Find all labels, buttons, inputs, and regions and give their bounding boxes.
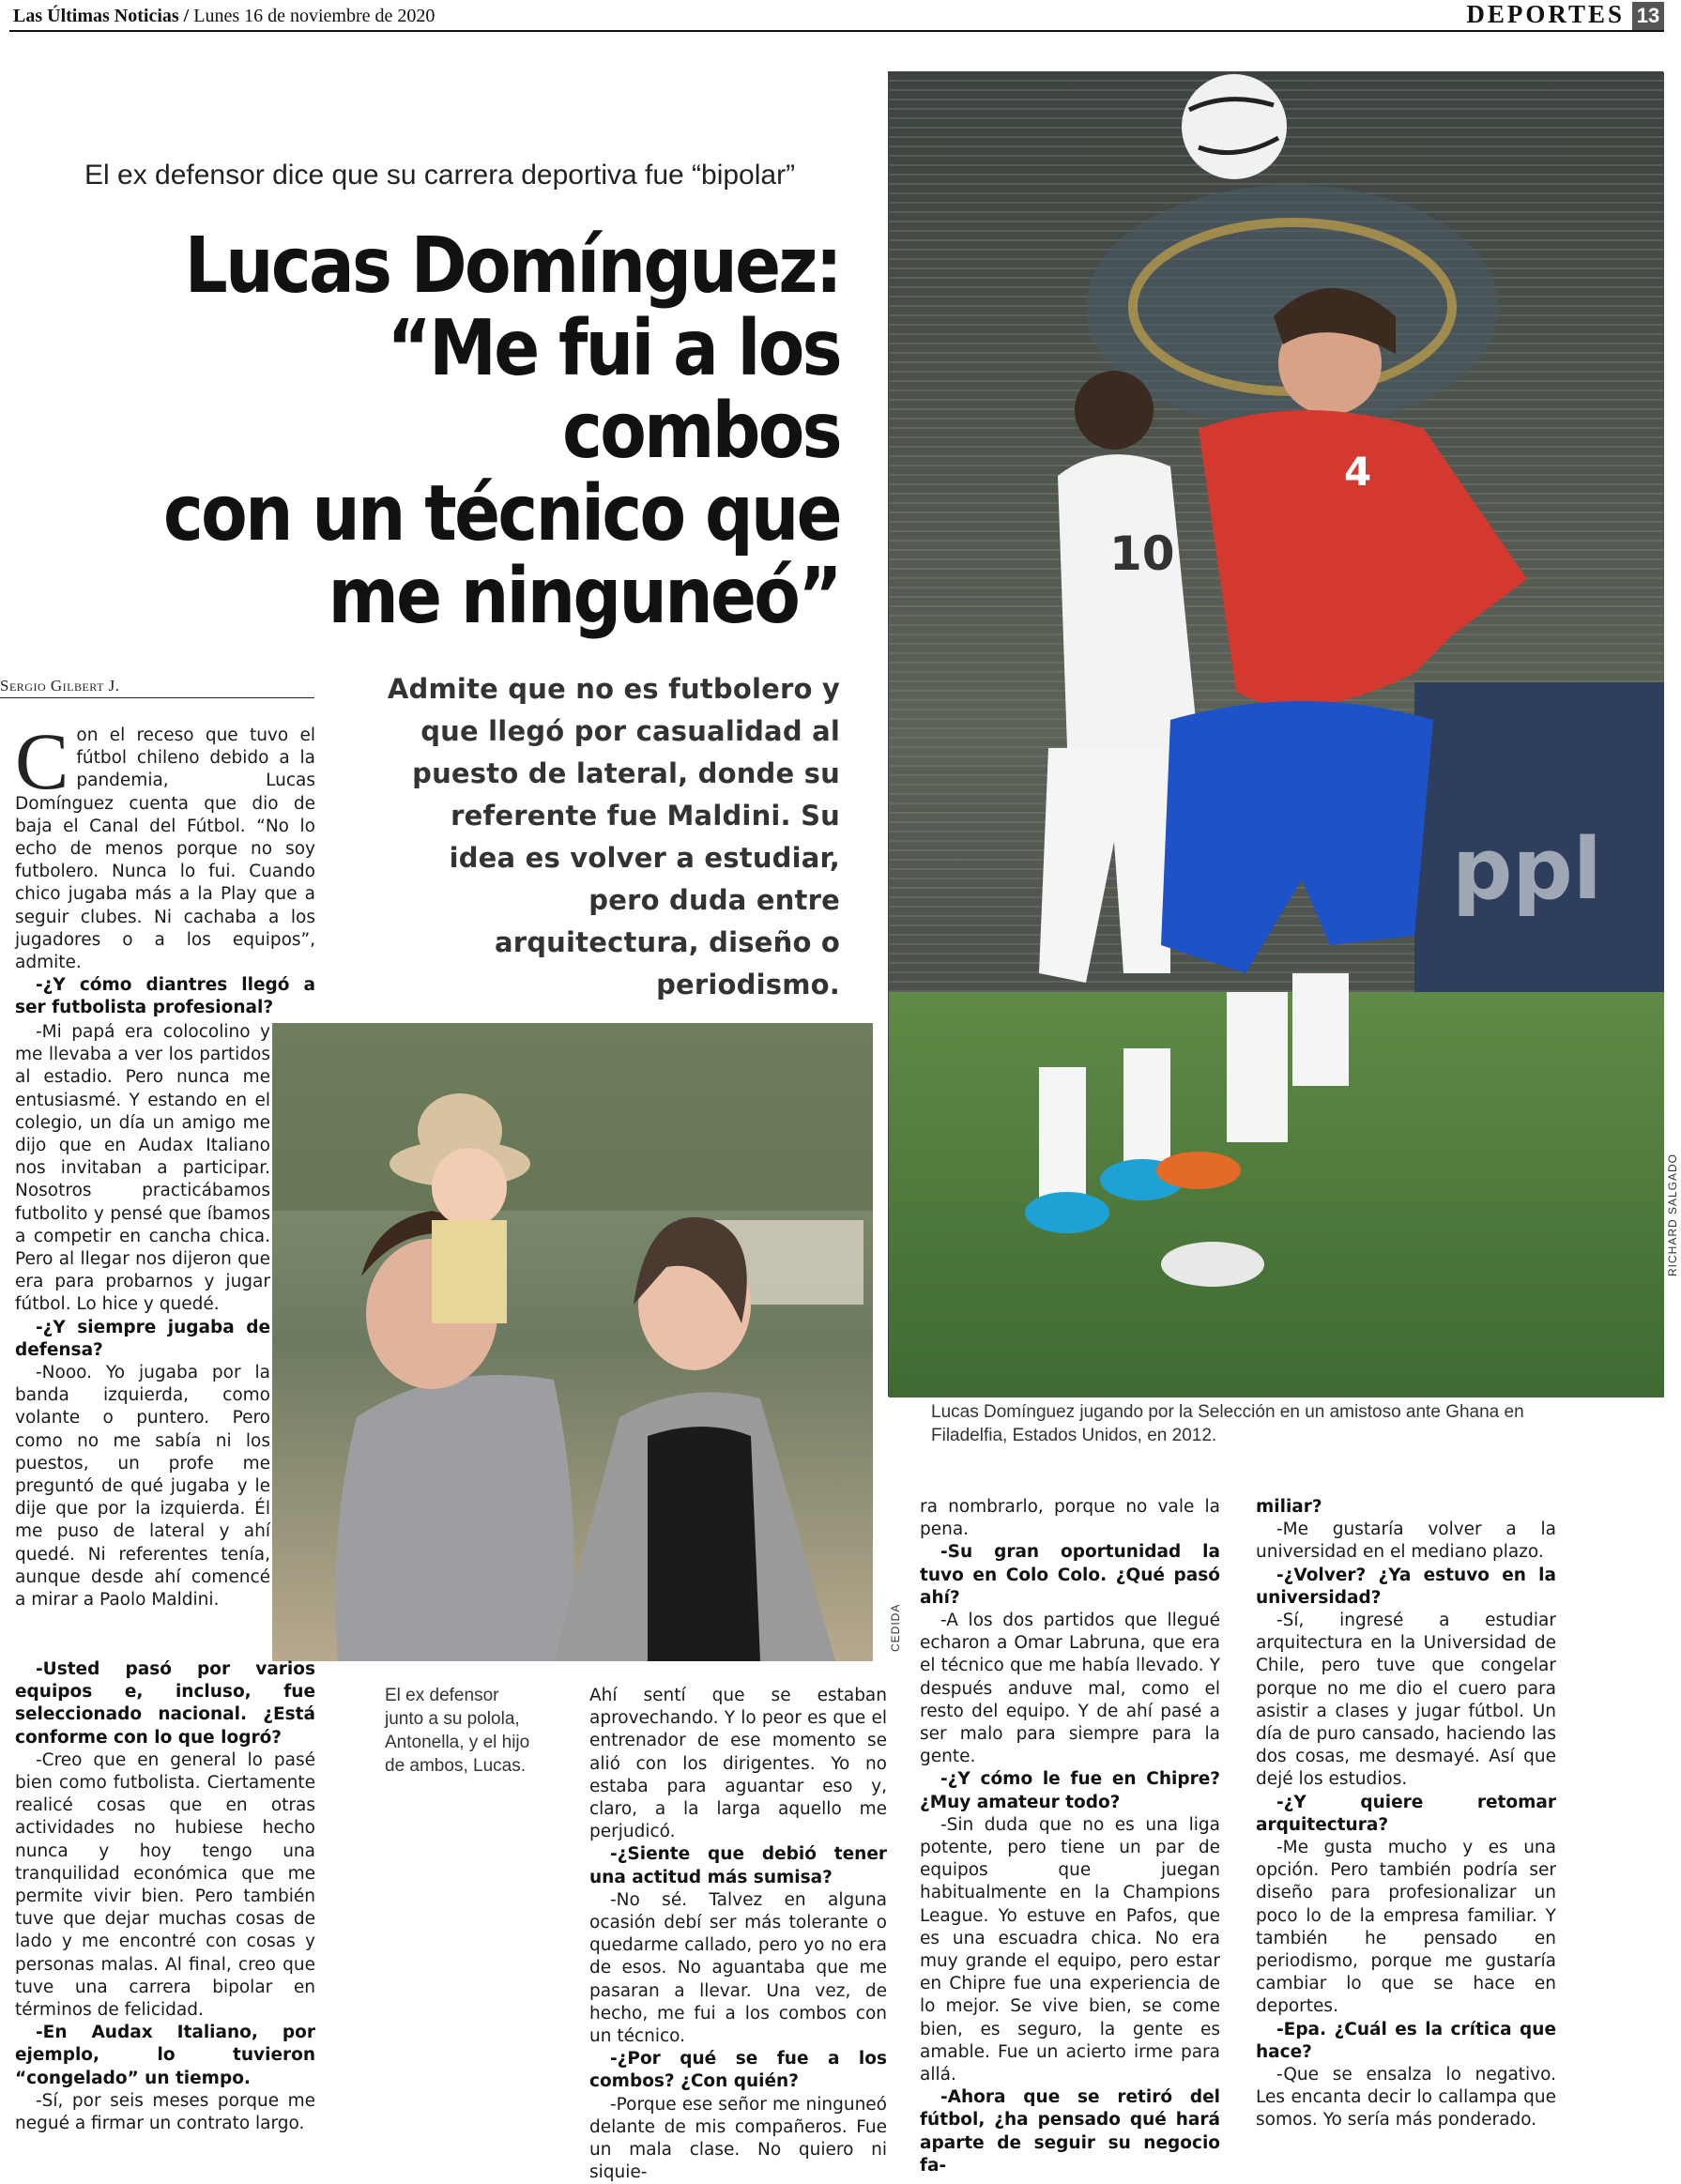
question: -Usted pasó por varios equipos e, incluso, fue seleccionado nacional. ¿Está conforme con lo que logró? <box>15 1659 315 1748</box>
answer: -Porque ese señor me ninguneó delante de mis compañeros. Fue un mala clase. No quiero ni siquie- <box>589 2094 887 2183</box>
family-photo-credit: CEDIDA <box>889 1603 902 1652</box>
column-1-bottom <box>15 1658 315 2135</box>
main-photo <box>888 71 1663 1397</box>
headline-line: me ninguneó” <box>328 552 840 641</box>
masthead <box>13 6 435 27</box>
question: -¿Y cómo le fue en Chipre? ¿Muy amateur todo? <box>920 1769 1220 1812</box>
family-photo-illustration <box>272 1023 873 1661</box>
question: -¿Siente que debió tener una actitud más sumisa? <box>589 1844 887 1887</box>
article-kicker: El ex defensor dice que su carrera deportiva fue “bipolar” <box>84 160 796 191</box>
paper-name: Las Últimas Noticias <box>13 6 179 26</box>
stadium-sign-text: ppl <box>1452 820 1602 919</box>
column-1-middle <box>15 1021 270 1611</box>
answer: -Sin duda que no es una liga potente, pero tiene un par de equipos que juegan habitualmente en la Champions League. Yo estuve en Pafos, que es una escuadra chica. No era muy grande el equipo, pero estar en Chipre fue una experiencia de lo mejor. Se vive bien, se come bien, es seguro, la gente es amable. Fue un acierto irme para allá. <box>920 1814 1220 2085</box>
paragraph-text: on el receso que tuvo el fútbol chileno debido a la pandemia, Lucas Domínguez cuenta que dio de baja el Canal del Fútbol. “No lo echo de menos porque no soy futbolero. Nunca lo fui. Cuando chico jugaba más a la Play que a seguir clubes. Ni cachaba a los jugadores o a los equipos”, admite. <box>15 725 315 973</box>
answer: Ahí sentí que se estaban aprovechando. Y lo peor es que el entrenador de ese momento se alió con los dirigentes. Yo no estaba para aguantar eso y, claro, a la larga aquello me perjudicó. <box>589 1686 887 1842</box>
main-photo-credit: RICHARD SALGADO <box>1666 1153 1679 1276</box>
article-headline <box>117 221 840 641</box>
column-4 <box>1256 1496 1556 2132</box>
page-number: 13 <box>1632 2 1664 30</box>
question: -Epa. ¿Cuál es la crítica que hace? <box>1256 2019 1556 2062</box>
question: miliar? <box>1256 1497 1322 1517</box>
answer: -Que se ensalza lo negativo. Les encanta decir lo callampa que somos. Yo sería más ponderado. <box>1256 2065 1556 2131</box>
headline-line: con un técnico que <box>163 469 840 558</box>
header-separator: / <box>183 6 190 26</box>
answer: -No sé. Talvez en alguna ocasión debí ser más tolerante o quedarme callado, pero yo no era de esos. No aguantaba que me pasaran a llevar. Una vez, de hecho, me fui a los combos con un técnico. <box>589 1889 887 2047</box>
author-name: Sergio Gilbert J. <box>0 677 120 695</box>
answer: ra nombrarlo, porque no vale la pena. <box>920 1497 1220 1540</box>
opening-paragraph <box>15 716 315 974</box>
question: -¿Volver? ¿Ya estuvo en la universidad? <box>1256 1565 1556 1608</box>
answer: -Me gustaría volver a la universidad en el mediano plazo. <box>1256 1520 1556 1563</box>
section-label: DEPORTES <box>1466 0 1625 28</box>
drop-cap: C <box>15 716 69 806</box>
header-rule <box>9 30 1664 32</box>
question: -En Audax Italiano, por ejemplo, lo tuvieron “congelado” un tiempo. <box>15 2023 315 2088</box>
answer: -Me gusta mucho y es una opción. Pero también podría ser diseño para profesionalizar un poco lo de la empresa familiar. Y también he pensado en periodismo, porque me gustaría cambiar lo que se hace en deportes. <box>1256 1838 1556 2017</box>
match-photo-illustration <box>889 72 1664 1397</box>
answer: -Creo que en general lo pasé bien como futbolista. Ciertamente realicé cosas que en otras actividades no hubiese hecho nunca y hoy tengo una tranquilidad económica que me permite vivir bien. Pero también tuve que dejar muchas cosas de lado y me encontré con cosas y personas malas. Al final, creo que tuve una carrera bipolar en términos de felicidad. <box>15 1749 315 2021</box>
question: -¿Y cómo diantres llegó a ser futbolista profesional? <box>15 975 315 1018</box>
question: -¿Y siempre jugaba de defensa? <box>15 1317 270 1360</box>
issue-date: Lunes 16 de noviembre de 2020 <box>193 6 436 26</box>
question: -Ahora que se retiró del fútbol, ¿ha pensado qué hará aparte de seguir su negocio fa- <box>920 2087 1220 2176</box>
family-photo <box>272 1023 873 1661</box>
headline-line: Lucas Domínguez: <box>184 221 840 311</box>
question: -¿Por qué se fue a los combos? ¿Con quién? <box>589 2049 887 2092</box>
column-3 <box>920 1496 1220 2177</box>
answer: -Sí, ingresé a estudiar arquitectura en la Universidad de Chile, pero tuve que congelar porque no me dio el cuero para asistir a clases y jugar fútbol. Un día de puro cansado, haciendo las dos cosas, me desmayé. Así que dejé los estudios. <box>1256 1611 1556 1790</box>
answer: -Nooo. Yo jugaba por la banda izquierda, como volante o puntero. Pero como no me sabía ni los puestos, un profe me preguntó de qué jugaba y le dije que por la izquierda. Él me puso de lateral y ahí quedé. Ni referentes tenía, aunque desde ahí comencé a mirar a Paolo Maldini. <box>15 1363 270 1611</box>
answer: -A los dos partidos que llegué echaron a Omar Labruna, que era el técnico que me había llevado. Y después anduve mal, como el resto del equipo. Y de ahí pasé a ser malo para siempre para la gente. <box>920 1611 1220 1767</box>
column-1-top <box>15 716 315 1020</box>
jersey-number-white: 10 <box>1109 527 1175 581</box>
answer: -Mi papá era colocolino y me llevaba a ver los partidos al estadio. Pero nunca me entusiasmé. Y estando en el colegio, un día un amigo me dijo que en Audax Italiano nos invitaban a participar. Nosotros practicábamos futbolito y pensé que íbamos a competir en cancha chica. Pero al llegar nos dijeron que era para probarnos y jugar fútbol. Lo hice y quedé. <box>15 1022 270 1315</box>
family-photo-caption: El ex defensor junto a su polola, Antonella, y el hijo de ambos, Lucas. <box>385 1686 530 1776</box>
main-photo-caption: Lucas Domínguez jugando por la Selección en un amistoso ante Ghana en Filadelfia, Estados Unidos, en 2012. <box>931 1402 1524 1445</box>
jersey-number-red: 4 <box>1344 449 1372 495</box>
question: -Su gran oportunidad la tuvo en Colo Colo. ¿Qué pasó ahí? <box>920 1542 1220 1608</box>
byline <box>0 677 314 698</box>
article-deck: Admite que no es futbolero y que llegó por casualidad al puesto de lateral, donde su referente fue Maldini. Su idea es volver a estudiar, pero duda entre arquitectura, diseño o periodismo. <box>387 673 840 1000</box>
question: -¿Y quiere retomar arquitectura? <box>1256 1792 1556 1835</box>
answer: -Sí, por seis meses porque me negué a firmar un contrato largo. <box>15 2090 315 2134</box>
column-2 <box>589 1685 887 2184</box>
headline-line: “Me fui a los combos <box>387 304 840 476</box>
